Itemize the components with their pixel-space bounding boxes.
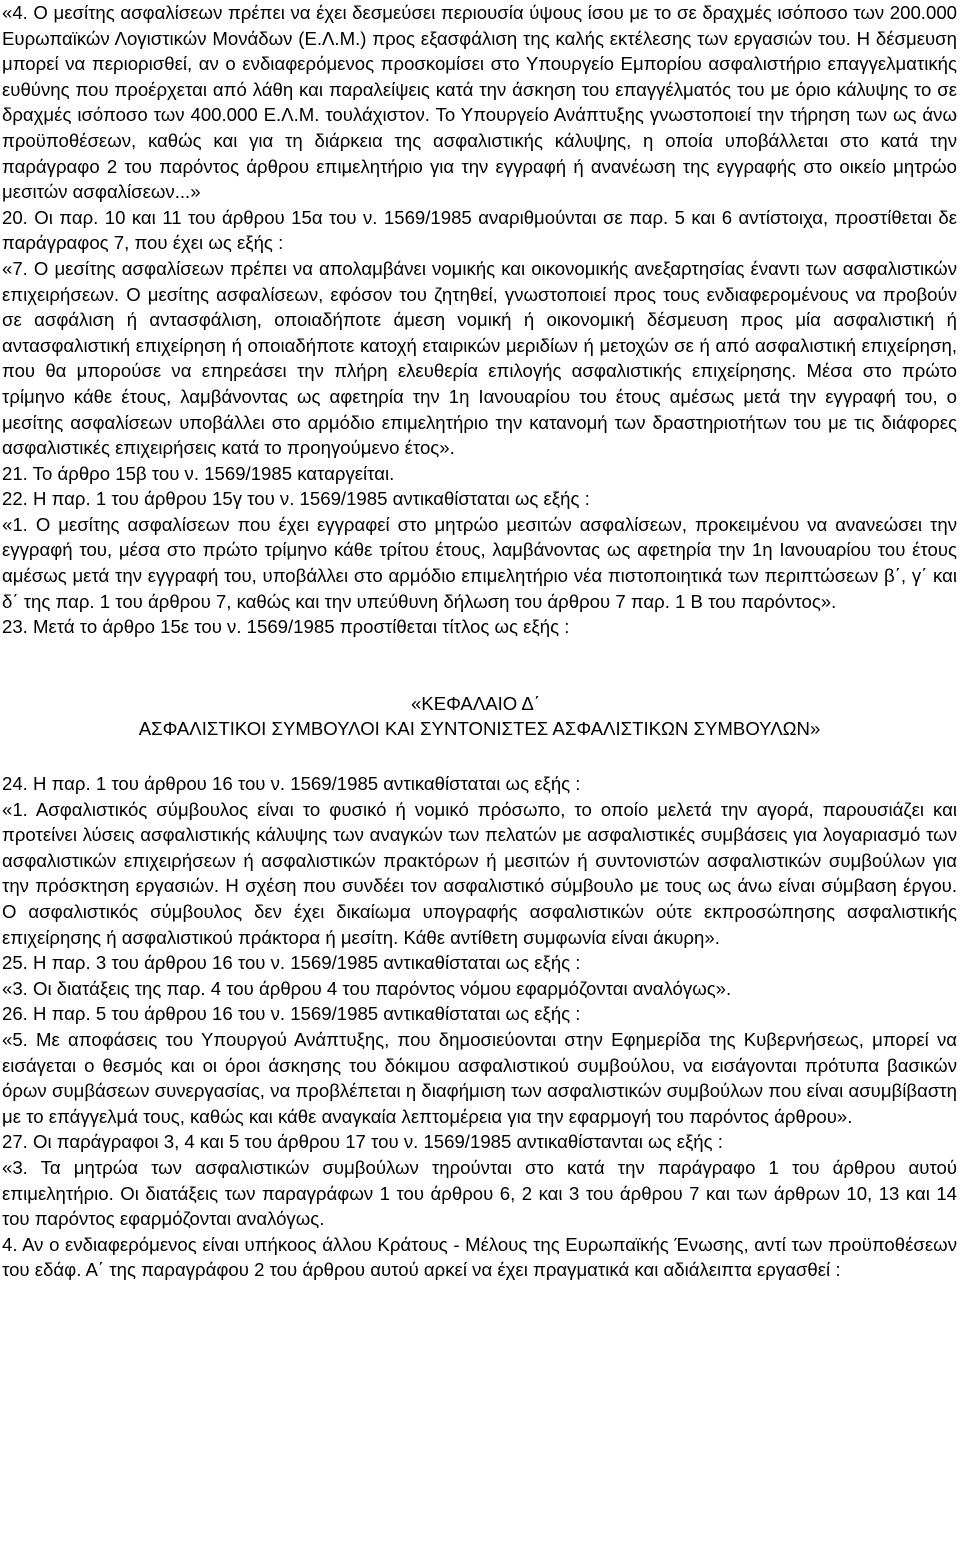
paragraph-22-article-15c: 22. Η παρ. 1 του άρθρου 15γ του ν. 1569/1985 αντικαθίσταται ως εξής : [2,488,590,510]
paragraph-26-article-16-par5: 26. Η παρ. 5 του άρθρου 16 του ν. 1569/1985 αντικαθίσταται ως εξής : [2,1003,581,1025]
paragraph-24-article-16-par1: 24. Η παρ. 1 του άρθρου 16 του ν. 1569/1985 αντικαθίσταται ως εξής : [2,773,581,795]
paragraph-5-ministerial-decisions: «5. Με αποφάσεις του Υπουργού Ανάπτυξης, που δημοσιεύονται στην Εφημερίδα της Κυβερνήσεως, μπορεί να εισάγεται ο θεσμός και οι όροι άσκησης του δόκιμου ασφαλιστικού συμβούλου, να εισάγονται πρότυπα βασικών όρων συμβάσεων συνεργασίας, να προβλέπεται η διαφήμιση των ασφαλιστικών συμβούλων που είναι ασυμβίβαστη με το επάγγελμά τους, καθώς και κάθε αναγκαία λεπτομέρεια για την εφαρμογή του παρόντος άρθρου». [2,1028,957,1127]
paragraph-4-broker-capital: «4. Ο μεσίτης ασφαλίσεων πρέπει να έχει δεσμεύσει περιουσία ύψους ίσου με το σε δραχμές ισόποσο των 200.000 Ευρωπαϊκών Λογιστικών Μονάδων (Ε.Λ.Μ.) προς εξασφάλιση της καλής εκτέλεσης των εργασιών του. Η δέσμευση μπορεί να περιορισθεί, αν ο ενδιαφερόμενος προσκομίσει στο Υπουργείο Εμπορίου ασφαλιστήριο επαγγελματικής ευθύνης που προέρχεται από λάθη και παραλείψεις κατά την άσκηση του επαγγέλματός του με όριο κάλυψης το σε δραχμές ισόποσο των 400.000 Ε.Λ.Μ. τουλάχιστον. Το Υπουργείο Ανάπτυξης γνωστοποιεί την τήρηση των ως άνω προϋποθέσεων, καθώς και για τη διάρκεια της ασφαλιστικής κάλυψης, η οποία υποβάλλεται στο κατά την παράγραφο 2 του παρόντος άρθρου επιμελητήριο για την εγγραφή ή ανανέωση της εγγραφής στο οικείο μητρώο μεσιτών ασφαλίσεων...» [2,2,957,203]
body-text-top [2,0,957,640]
paragraph-3-provisions: «3. Οι διατάξεις της παρ. 4 του άρθρου 4 του παρόντος νόμου εφαρμόζονται αναλόγως». [2,977,732,999]
paragraph-1-registration-renewal: «1. Ο μεσίτης ασφαλίσεων που έχει εγγραφεί στο μητρώο μεσιτών ασφαλίσεων, προκειμένου να ανανεώσει την εγγραφή του, μέσα στο πρώτο τρίμηνο κάθε τρίτου έτους, λαμβάνοντας ως αφετηρία την 1η Ιανουαρίου του έτους αμέσως μετά την εγγραφή του, υποβάλλει στο αρμόδιο επιμελητήριο νέα πιστοποιητικά των περιπτώσεων β΄, γ΄ και δ΄ της παρ. 1 του άρθρου 7, καθώς και την υπεύθυνη δήλωση του άρθρου 7 παρ. 1 Β του παρόντος». [2,513,957,612]
paragraph-7-broker-independence: «7. Ο μεσίτης ασφαλίσεων πρέπει να απολαμβάνει νομικής και οικονομικής ανεξαρτησίας έναντι των ασφαλιστικών επιχειρήσεων. Ο μεσίτης ασφαλίσεων, εφόσον του ζητηθεί, γνωστοποιεί προς τους ενδιαφερομένους να προβούν σε ασφάλιση ή αντασφάλιση, οποιαδήποτε άμεση νομική ή οικονομική δέσμευση προς μία ασφαλιστική ή αντασφαλιστική επιχείρηση ή οποιαδήποτε κατοχή εταιρικών μεριδίων ή μετοχών σε ή από ασφαλιστική επιχείρηση, που θα μπορούσε να επηρεάσει την πλήρη ελευθερία επιλογής ασφαλιστικής επιχείρησης. Μέσα στο πρώτο τρίμηνο κάθε έτους, λαμβάνοντας ως αφετηρία την 1η Ιανουαρίου του έτους αμέσως μετά την εγγραφή του, ο μεσίτης ασφαλίσεων υποβάλλει στο αρμόδιο επιμελητήριο την κατανομή των δραστηριοτήτων του με τις διάφορες ασφαλιστικές επιχειρήσεις κατά το προηγούμενο έτος». [2,257,957,459]
paragraph-20-renumbering: 20. Οι παρ. 10 και 11 του άρθρου 15α του ν. 1569/1985 αναριθμούνται σε παρ. 5 και 6 αντίστοιχα, προστίθεται δε παράγραφος 7, που έχει ως εξής : [2,206,957,254]
paragraph-23-title-added: 23. Μετά το άρθρο 15ε του ν. 1569/1985 προστίθεται τίτλος ως εξής : [2,616,570,638]
paragraph-3-registries: «3. Τα μητρώα των ασφαλιστικών συμβούλων τηρούνται στο κατά την παράγραφο 1 του άρθρου αυτού επιμελητήριο. Οι διατάξεις των παραγράφων 1 του άρθρου 6, 2 και 3 του άρθρου 7 και των άρθρων 10, 13 και 14 του παρόντος εφαρμόζονται αναλόγως. [2,1156,957,1230]
chapter-title: ΑΣΦΑΛΙΣΤΙΚΟΙ ΣΥΜΒΟΥΛΟΙ ΚΑΙ ΣΥΝΤΟΝΙΣΤΕΣ ΑΣΦΑΛΙΣΤΙΚΩΝ ΣΥΜΒΟΥΛΩΝ» [138,718,821,740]
paragraph-21-article-15b: 21. Το άρθρο 15β του ν. 1569/1985 καταργείται. [2,462,395,484]
chapter-number: «ΚΕΦΑΛΑΙΟ Δ΄ [410,692,541,714]
chapter-heading [2,691,957,742]
paragraph-27-article-17: 27. Οι παράγραφοι 3, 4 και 5 του άρθρου 17 του ν. 1569/1985 αντικαθίστανται ως εξής : [2,1131,723,1153]
paragraph-4-eu-nationals: 4. Αν ο ενδιαφερόμενος είναι υπήκοος άλλου Κράτους - Μέλους της Ευρωπαϊκής Ένωσης, αντί των προϋποθέσεων του εδάφ. Α΄ της παραγράφου 2 του άρθρου αυτού αρκεί να έχει πραγματικά και αδιάλειπτα εργασθεί : [2,1233,957,1281]
body-text-bottom [2,771,957,1283]
paragraph-1-insurance-advisor: «1. Ασφαλιστικός σύμβουλος είναι το φυσικό ή νομικό πρόσωπο, το οποίο μελετά την αγορά, παρουσιάζει και προτείνει λύσεις ασφαλιστικής κάλυψης των αναγκών των πελατών με ασφαλιστικές συμβάσεις για λογαριασμό των ασφαλιστικών επιχειρήσεων ή ασφαλιστικών πρακτόρων ή μεσιτών ή συντονιστών ασφαλιστικών συμβούλων για την πρόσκτηση εργασιών. Η σχέση που συνδέει τον ασφαλιστικό σύμβουλο με τους ως άνω είναι σύμβαση έργου. Ο ασφαλιστικός σύμβουλος δεν έχει δικαίωμα υπογραφής ασφαλιστικών ούτε εκπροσώπησης ασφαλιστικής επιχείρησης ή ασφαλιστικού πράκτορα ή μεσίτη. Κάθε αντίθετη συμφωνία είναι άκυρη». [2,798,957,948]
paragraph-25-article-16-par3: 25. Η παρ. 3 του άρθρου 16 του ν. 1569/1985 αντικαθίσταται ως εξής : [2,952,581,974]
